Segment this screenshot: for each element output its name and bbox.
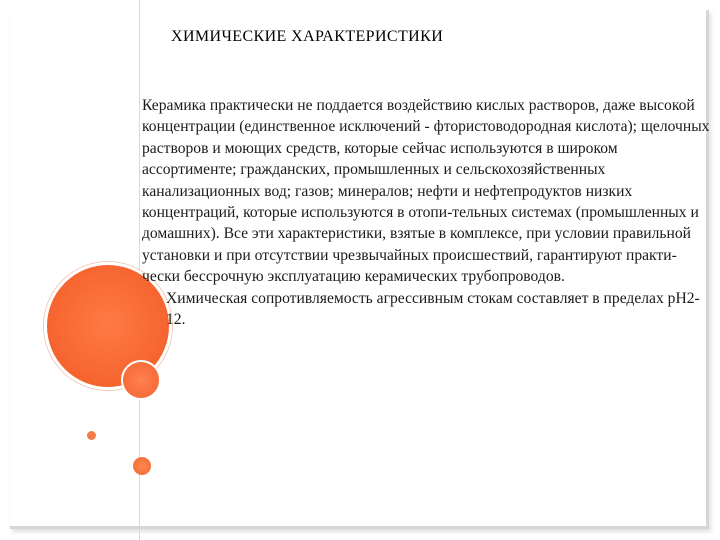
decorative-circle-tiny	[87, 431, 96, 440]
decorative-circle-small	[133, 457, 151, 475]
slide-title: ХИМИЧЕСКИЕ ХАРАКТЕРИСТИКИ	[171, 28, 444, 45]
body-paragraph: Керамика практически не поддается воздействию кислых растворов, даже высокой концентрации (единственное исключений - фтористоводородная кислота); щелочных растворов и моющих средств, которые сейчас используются в широком ассортименте; гражданских, промышленных и сельскохозяйственных канализационных вод; газов; минералов; нефти и нефтепродуктов низких концентраций, которые используются в отопи-тельных системах (промышленных и домашних). Все эти характеристики, взятые в комплексе, при условии правильной установки и при отсутствии чрезвычайных происшествий, гарантируют практи-чески бессрочную эксплуатацию керамических трубопроводов.	[142, 97, 710, 286]
decorative-circle-medium	[121, 360, 161, 400]
slide-body	[142, 95, 710, 330]
body-paragraph: Химическая сопротивляемость агрессивным стокам составляет в пределах рН2-12.	[166, 289, 700, 329]
